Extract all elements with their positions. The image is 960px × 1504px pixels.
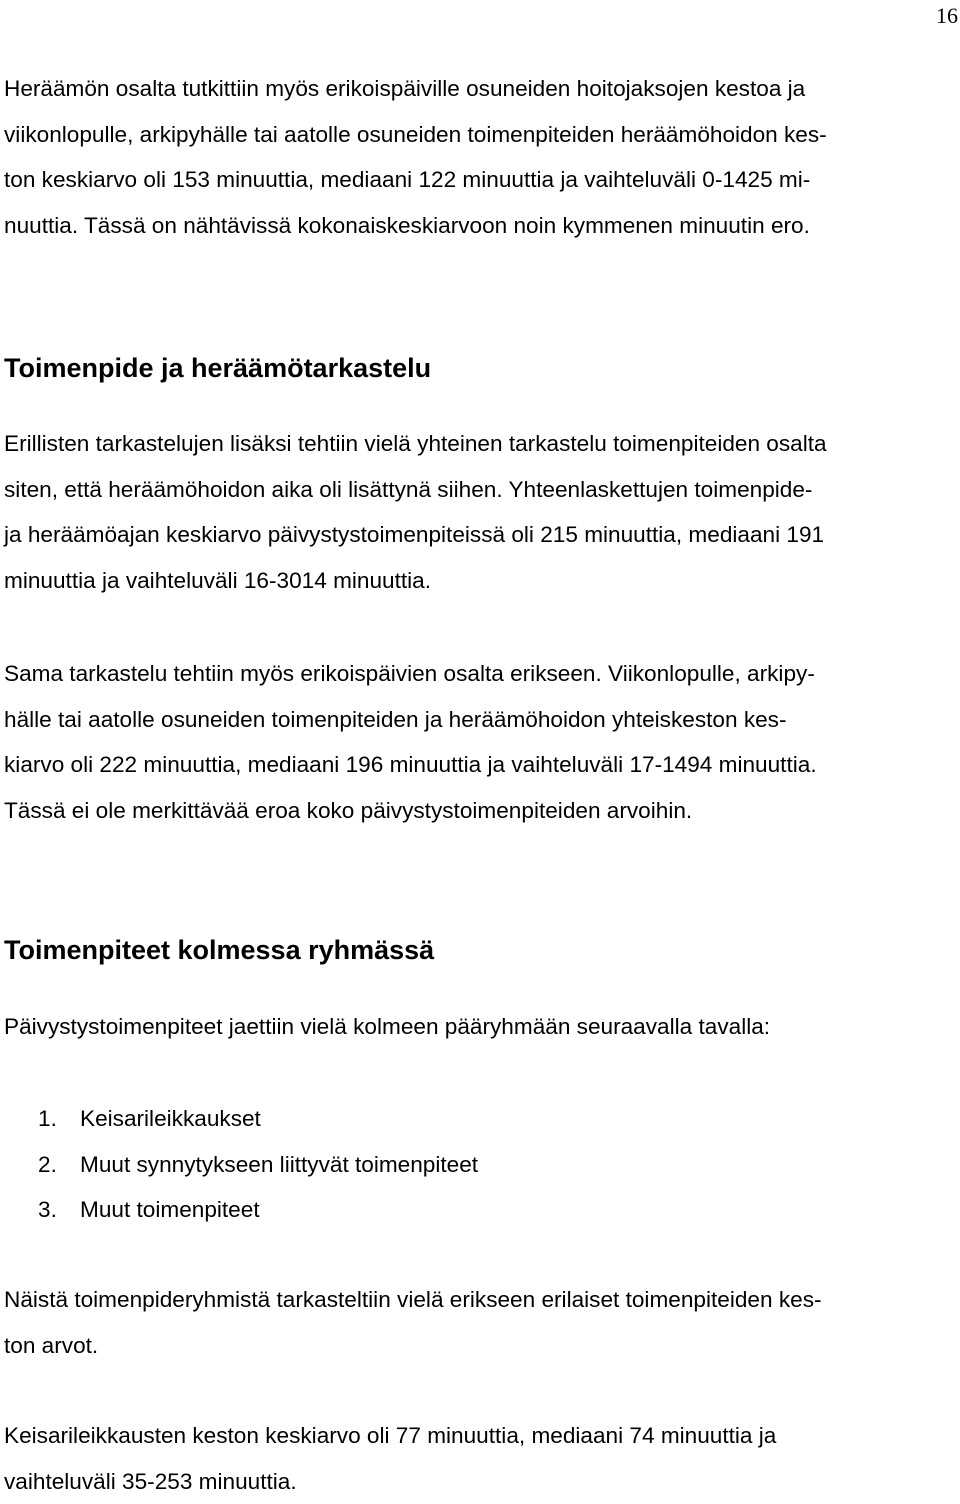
- paragraph-line: siten, että heräämöhoidon aika oli lisättynä siihen. Yhteenlaskettujen toimenpide-: [4, 467, 956, 513]
- paragraph-line: Tässä ei ole merkittävää eroa koko päivystystoimenpiteiden arvoihin.: [4, 788, 956, 834]
- list-number: 2.: [38, 1142, 80, 1188]
- list-item-text: Muut synnytykseen liittyvät toimenpiteet: [80, 1152, 478, 1177]
- toimenpideryhmat-list: [38, 1096, 478, 1233]
- paragraph-kestoarvot: [4, 1277, 956, 1368]
- page-number: 16: [936, 2, 958, 30]
- paragraph-line: vaihteluväli 35-253 minuuttia.: [4, 1459, 956, 1504]
- paragraph-line: Näistä toimenpideryhmistä tarkasteltiin vielä erikseen erilaiset toimenpiteiden kes-: [4, 1277, 956, 1323]
- paragraph-line: kiarvo oli 222 minuuttia, mediaani 196 minuuttia ja vaihteluväli 17-1494 minuuttia.: [4, 742, 956, 788]
- paragraph-line: ton keskiarvo oli 153 minuuttia, mediaani 122 minuuttia ja vaihteluväli 0-1425 mi-: [4, 157, 956, 203]
- paragraph-line: minuuttia ja vaihteluväli 16-3014 minuuttia.: [4, 558, 956, 604]
- paragraph-line: Keisarileikkausten keston keskiarvo oli 77 minuuttia, mediaani 74 minuuttia ja: [4, 1413, 956, 1459]
- paragraph-ryhmat-intro: [4, 1004, 956, 1050]
- paragraph-line: Päivystystoimenpiteet jaettiin vielä kolmeen pääryhmään seuraavalla tavalla:: [4, 1004, 956, 1050]
- paragraph-line: Erillisten tarkastelujen lisäksi tehtiin vielä yhteinen tarkastelu toimenpiteiden osalta: [4, 421, 956, 467]
- paragraph-line: ja heräämöajan keskiarvo päivystystoimenpiteissä oli 215 minuuttia, mediaani 191: [4, 512, 956, 558]
- paragraph-yhteinen-tarkastelu: [4, 421, 956, 603]
- list-number: 1.: [38, 1096, 80, 1142]
- list-item-text: Muut toimenpiteet: [80, 1197, 260, 1222]
- paragraph-keisarileikkaukset: [4, 1413, 956, 1504]
- list-item: [38, 1096, 478, 1142]
- paragraph-line: ton arvot.: [4, 1323, 956, 1369]
- paragraph-erikoispaivat: [4, 66, 956, 248]
- list-item-text: Keisarileikkaukset: [80, 1106, 261, 1131]
- section-heading: Toimenpide ja heräämötarkastelu: [4, 351, 431, 385]
- list-item: [38, 1142, 478, 1188]
- section-heading: Toimenpiteet kolmessa ryhmässä: [4, 933, 434, 967]
- paragraph-erikoispaivat-erikseen: [4, 651, 956, 833]
- list-item: [38, 1187, 478, 1233]
- list-number: 3.: [38, 1187, 80, 1233]
- paragraph-line: hälle tai aatolle osuneiden toimenpiteiden ja heräämöhoidon yhteiskeston kes-: [4, 697, 956, 743]
- paragraph-line: nuuttia. Tässä on nähtävissä kokonaiskeskiarvoon noin kymmenen minuutin ero.: [4, 203, 956, 249]
- paragraph-line: Sama tarkastelu tehtiin myös erikoispäivien osalta erikseen. Viikonlopulle, arkipy-: [4, 651, 956, 697]
- paragraph-line: viikonlopulle, arkipyhälle tai aatolle osuneiden toimenpiteiden heräämöhoidon kes-: [4, 112, 956, 158]
- paragraph-line: Heräämön osalta tutkittiin myös erikoispäiville osuneiden hoitojaksojen kestoa ja: [4, 66, 956, 112]
